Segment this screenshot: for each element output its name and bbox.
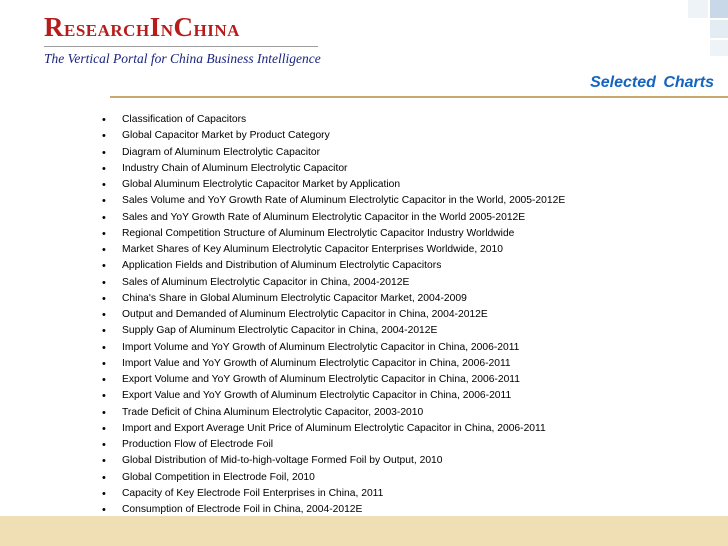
chart-list-item-text: Export Volume and YoY Growth of Aluminum Electrolytic Capacitor in China, 2006-2011: [122, 374, 520, 385]
bullet-icon: •: [102, 374, 106, 386]
chart-list-item-text: Classification of Capacitors: [122, 114, 247, 125]
brand-logo: [44, 14, 240, 41]
chart-list-item-text: Import Volume and YoY Growth of Aluminum Electrolytic Capacitor in China, 2006-2011: [122, 341, 520, 353]
bullet-icon: •: [102, 390, 106, 403]
chart-list-item: [102, 453, 565, 469]
header-divider: [110, 96, 728, 98]
chart-list-item-text: Sales of Aluminum Electrolytic Capacitor in China, 2004-2012E: [122, 276, 410, 288]
chart-list-item: [102, 193, 565, 209]
bullet-icon: •: [102, 504, 106, 516]
chart-list-item: [102, 470, 565, 486]
chart-list-item-text: Industry Chain of Aluminum Electrolytic Capacitor: [122, 162, 348, 174]
chart-list-item: [102, 226, 565, 242]
chart-list-item-text: Output and Demanded of Aluminum Electrolytic Capacitor in China, 2004-2012E: [122, 309, 488, 320]
bullet-icon: •: [102, 162, 106, 175]
bullet-icon: •: [102, 227, 106, 240]
chart-list-item-text: Supply Gap of Aluminum Electrolytic Capacitor in China, 2004-2012E: [122, 325, 438, 337]
chart-list-item-text: Diagram of Aluminum Electrolytic Capacitor: [122, 146, 320, 158]
bullet-icon: •: [102, 471, 106, 484]
chart-list-item: [102, 291, 565, 307]
logo-divider: [44, 46, 318, 47]
logo-word-esearch: ESEARCH: [64, 21, 150, 40]
chart-list-item-text: Global Distribution of Mid-to-high-voltage Formed Foil by Output, 2010: [122, 455, 443, 467]
bullet-icon: •: [102, 439, 106, 451]
chart-list-item: [102, 210, 565, 226]
chart-list-item-text: China's Share in Global Aluminum Electrolytic Capacitor Market, 2004-2009: [122, 292, 467, 304]
chart-list-item-text: Import and Export Average Unit Price of Aluminum Electrolytic Capacitor in China, 2006-2011: [122, 422, 546, 434]
chart-list-item: [102, 437, 565, 453]
chart-list: [102, 112, 565, 518]
chart-list-item-text: Global Capacitor Market by Product Category: [122, 130, 330, 142]
bullet-icon: •: [102, 422, 106, 435]
logo-letter-i: I: [149, 12, 161, 42]
chart-list-item-text: Capacity of Key Electrode Foil Enterprises in China, 2011: [122, 487, 384, 499]
chart-list-item: [102, 356, 565, 372]
decor-square: [688, 0, 708, 18]
bullet-icon: •: [102, 146, 106, 159]
bullet-icon: •: [102, 487, 106, 500]
chart-list-item: [102, 145, 565, 161]
decor-square: [710, 20, 728, 38]
chart-list-item-text: Export Value and YoY Growth of Aluminum Electrolytic Capacitor in China, 2006-2011: [122, 390, 512, 402]
footer-bar: [0, 516, 728, 546]
bullet-icon: •: [102, 292, 106, 305]
decor-square: [710, 0, 728, 18]
chart-list-item-text: Sales Volume and YoY Growth Rate of Aluminum Electrolytic Capacitor in the World, 2005-2012E: [122, 195, 566, 207]
chart-list-item: [102, 372, 565, 388]
bullet-icon: •: [102, 179, 106, 191]
chart-list-item-text: Regional Competition Structure of Aluminum Electrolytic Capacitor Industry Worldwide: [122, 227, 515, 239]
chart-list-item: [102, 421, 565, 437]
bullet-icon: •: [102, 276, 106, 289]
chart-list-item-text: Global Competition in Electrode Foil, 2010: [122, 471, 315, 483]
bullet-icon: •: [102, 244, 106, 256]
chart-list-item-text: Production Flow of Electrode Foil: [122, 439, 274, 450]
chart-list-item: [102, 340, 565, 356]
decor-square: [710, 40, 728, 56]
chart-list-item-text: Trade Deficit of China Aluminum Electrolytic Capacitor, 2003-2010: [122, 406, 424, 418]
chart-list-item: [102, 112, 565, 128]
bullet-icon: •: [102, 211, 106, 224]
bullet-icon: •: [102, 325, 106, 338]
header: [0, 0, 728, 100]
logo-word-n: N: [160, 21, 174, 40]
logo-word-hina: HINA: [193, 21, 240, 40]
bullet-icon: •: [102, 260, 106, 273]
chart-list-item: [102, 307, 565, 323]
chart-list-item: [102, 486, 565, 502]
chart-list-item-text: Market Shares of Key Aluminum Electrolytic Capacitor Enterprises Worldwide, 2010: [122, 244, 503, 255]
bullet-icon: •: [102, 406, 106, 419]
chart-list-item: [102, 242, 565, 258]
chart-list-item-text: Import Value and YoY Growth of Aluminum Electrolytic Capacitor in China, 2006-2011: [122, 357, 511, 369]
bullet-icon: •: [102, 309, 106, 321]
bullet-icon: •: [102, 455, 106, 468]
brand-tagline: The Vertical Portal for China Business Intelligence: [44, 51, 321, 66]
chart-list-item-text: Global Aluminum Electrolytic Capacitor Market by Application: [122, 179, 401, 190]
chart-list-item-text: Application Fields and Distribution of Aluminum Electrolytic Capacitors: [122, 260, 442, 272]
chart-list-item: [102, 275, 565, 291]
chart-list-item: [102, 177, 565, 193]
chart-list-item: [102, 161, 565, 177]
chart-list-item: [102, 258, 565, 274]
chart-list-item: [102, 323, 565, 339]
bullet-icon: •: [102, 114, 106, 126]
bullet-icon: •: [102, 357, 106, 370]
chart-list-item-text: Consumption of Electrode Foil in China, 2004-2012E: [122, 504, 363, 515]
logo-letter-c: C: [173, 12, 194, 42]
section-title: Selected Charts: [590, 74, 714, 91]
chart-list-item: [102, 128, 565, 144]
chart-list-item: [102, 405, 565, 421]
chart-list-item: [102, 388, 565, 404]
chart-list-item-text: Sales and YoY Growth Rate of Aluminum Electrolytic Capacitor in the World 2005-2012E: [122, 211, 526, 223]
bullet-icon: •: [102, 195, 106, 208]
bullet-icon: •: [102, 341, 106, 354]
bullet-icon: •: [102, 130, 106, 143]
logo-letter-r: R: [44, 12, 64, 42]
